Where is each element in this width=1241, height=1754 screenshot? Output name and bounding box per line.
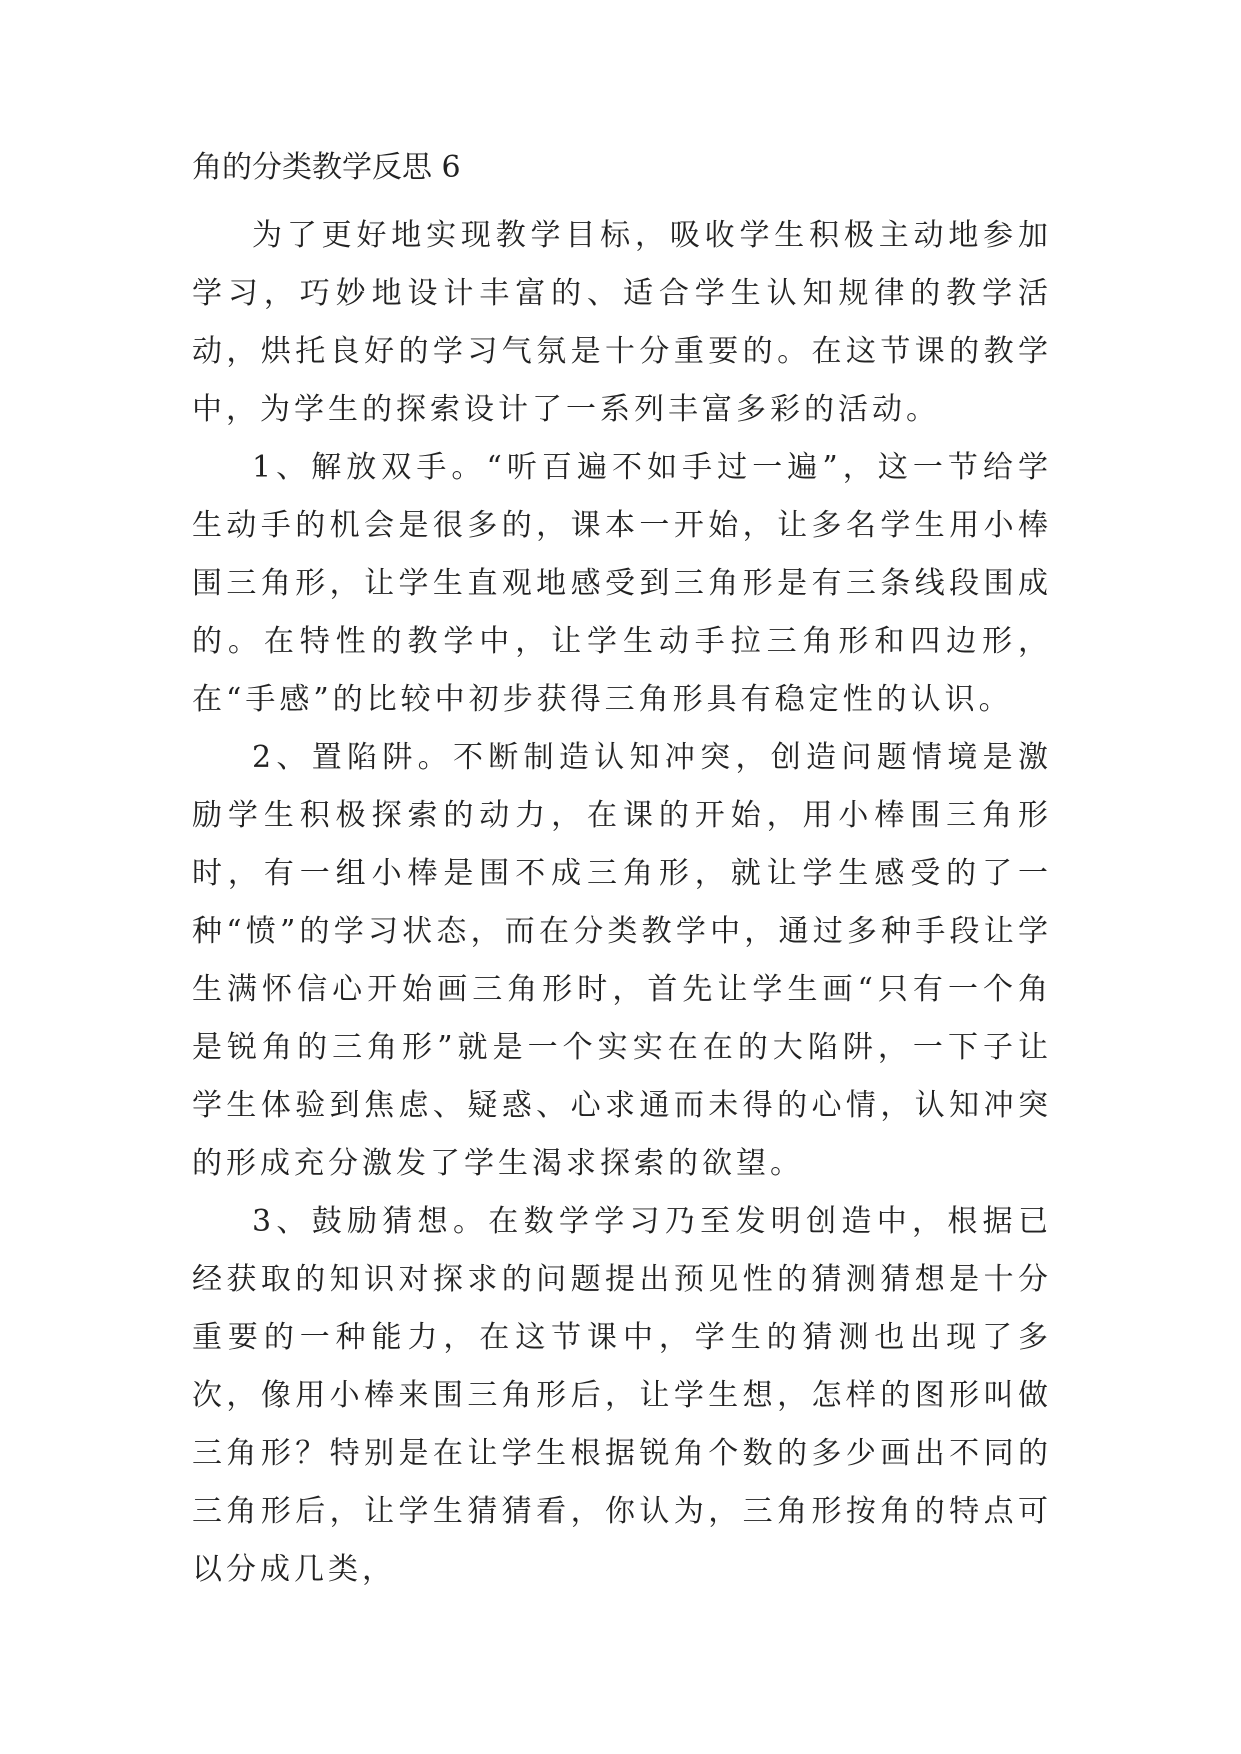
paragraph-point-3: 3、鼓励猜想。在数学学习乃至发明创造中，根据已经获取的知识对探求的问题提出预见性的猜测猜想是十分重要的一种能力，在这节课中，学生的猜测也出现了多次，像用小棒来围三角形后，让学生想，怎样的图形叫做三角形？特别是在让学生根据锐角个数的多少画出不同的三角形后，让学生猜猜看，你认为，三角形按角的特点可以分成几类， [192, 1204, 1052, 1587]
document-page [192, 148, 1052, 1599]
document-title: 角的分类教学反思 6 [192, 150, 461, 185]
paragraph-point-2: 2、置陷阱。不断制造认知冲突，创造问题情境是激励学生积极探索的动力，在课的开始，用小棒围三角形时，有一组小棒是围不成三角形，就让学生感受的了一种“愤”的学习状态，而在分类教学中，通过多种手段让学生满怀信心开始画三角形时，首先让学生画“只有一个角是锐角的三角形”就是一个实实在在的大陷阱，一下子让学生体验到焦虑、疑惑、心求通而未得的心情，认知冲突的形成充分激发了学生渴求探索的欲望。 [192, 740, 1052, 1181]
paragraph-point-1: 1、解放双手。“听百遍不如手过一遍”，这一节给学生动手的机会是很多的，课本一开始，让多名学生用小棒围三角形，让学生直观地感受到三角形是有三条线段围成的。在特性的教学中，让学生动手拉三角形和四边形，在“手感”的比较中初步获得三角形具有稳定性的认识。 [192, 450, 1052, 717]
paragraph-intro: 为了更好地实现教学目标，吸收学生积极主动地参加学习，巧妙地设计丰富的、适合学生认知规律的教学活动，烘托良好的学习气氛是十分重要的。在这节课的教学中，为学生的探索设计了一系列丰富多彩的活动。 [192, 218, 1052, 427]
